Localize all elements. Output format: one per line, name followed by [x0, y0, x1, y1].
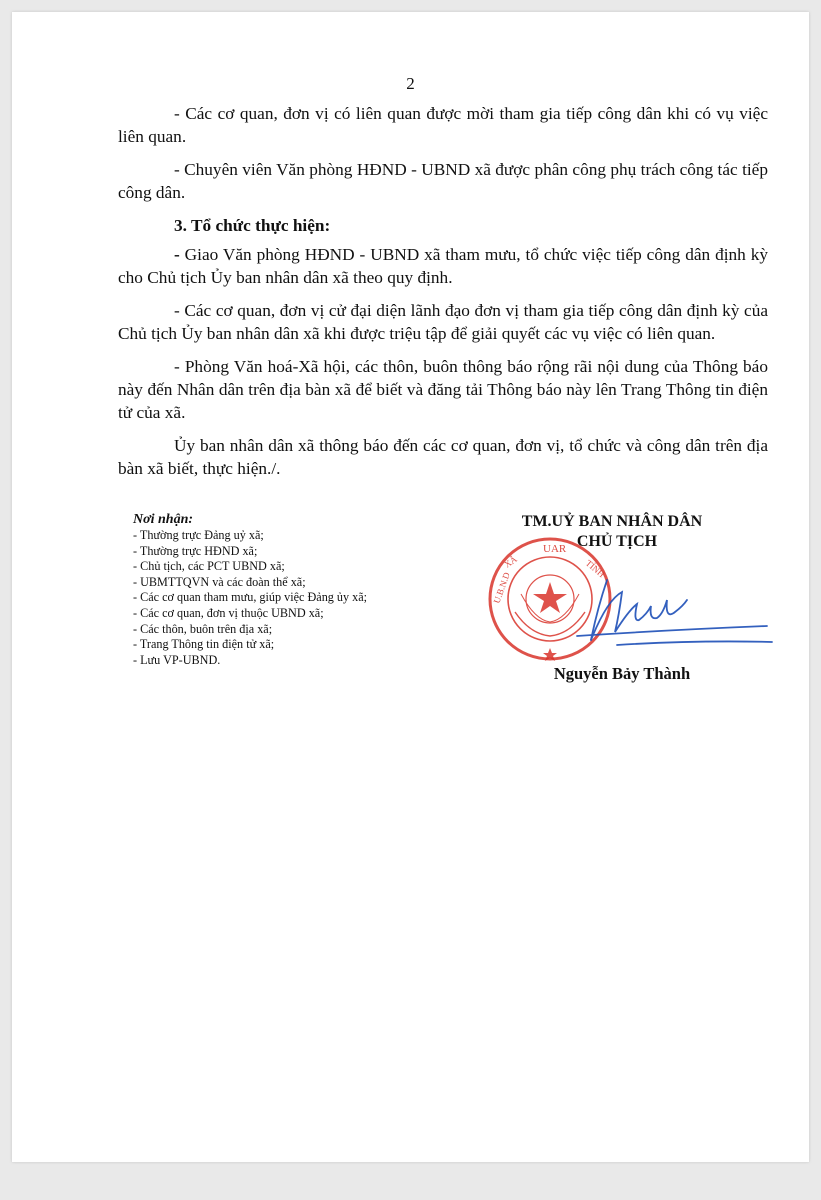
recipients-title: Nơi nhận:	[133, 512, 194, 527]
page-number: 2	[406, 74, 415, 93]
item-dash: -	[174, 245, 180, 264]
document-page	[12, 12, 809, 1162]
section-heading: 3. Tổ chức thực hiện:	[174, 216, 331, 235]
recipients-list	[133, 528, 453, 668]
list-item: - Các cơ quan tham mưu, giúp việc Đảng ủy xã;	[133, 590, 368, 605]
signer-title: CHỦ TỊCH	[576, 533, 658, 550]
list-item: - Các cơ quan, đơn vị thuộc UBND xã;	[133, 605, 324, 620]
list-item: - Trang Thông tin điện tử xã;	[133, 637, 275, 652]
signer-name: Nguyễn Bảy Thành	[553, 664, 691, 683]
list-item: - Thường trực Đảng uỷ xã;	[133, 528, 264, 542]
paragraph-office-specialist: - Chuyên viên Văn phòng HĐND - UBND xã được phân công phụ trách công tác tiếp công dân.	[118, 160, 768, 202]
section-item-2: - Các cơ quan, đơn vị cử đại diện lãnh đạo đơn vị tham gia tiếp công dân định kỳ của Chủ tịch Ủy ban nhân dân xã khi được triệu tập để giải quyết các vụ việc có liên quan.	[118, 301, 768, 343]
handwritten-signature-icon	[567, 570, 777, 660]
list-item: - Lưu VP-UBND.	[133, 652, 221, 667]
document-body	[118, 102, 768, 490]
signer-organization: TM.UỶ BAN NHÂN DÂN	[521, 513, 703, 530]
svg-text:UAR: UAR	[543, 543, 567, 555]
section-item-3: - Phòng Văn hoá-Xã hội, các thôn, buôn thông báo rộng rãi nội dung của Thông báo này đến Nhân dân trên địa bàn xã để biết và đăng tải Thông báo này lên Trang Thông tin điện tử của xã.	[118, 357, 768, 422]
recipients-block	[133, 512, 453, 668]
section-item-1	[118, 243, 768, 289]
list-item: - Thường trực HĐND xã;	[133, 543, 258, 558]
svg-text:XÃ: XÃ	[502, 553, 519, 570]
list-item: - UBMTTQVN và các đoàn thể xã;	[133, 574, 306, 589]
closing-paragraph: Ủy ban nhân dân xã thông báo đến các cơ quan, đơn vị, tổ chức và công dân trên địa bàn xã biết, thực hiện./.	[118, 436, 768, 478]
item-text: Giao Văn phòng HĐND - UBND xã tham mưu, tổ chức việc tiếp công dân định kỳ cho Chủ tịch Ủy ban nhân dân xã theo quy định.	[118, 245, 768, 287]
svg-text:U.B.N.D: U.B.N.D	[491, 570, 512, 605]
list-item: - Các thôn, buôn trên địa xã;	[133, 621, 273, 636]
signature-block	[477, 512, 747, 683]
list-item: - Chủ tịch, các PCT UBND xã;	[133, 559, 285, 574]
paragraph-invited-agencies: - Các cơ quan, đơn vị có liên quan được mời tham gia tiếp công dân khi có vụ việc liên quan.	[118, 104, 768, 146]
svg-text:TỈNH: TỈNH	[583, 557, 607, 580]
